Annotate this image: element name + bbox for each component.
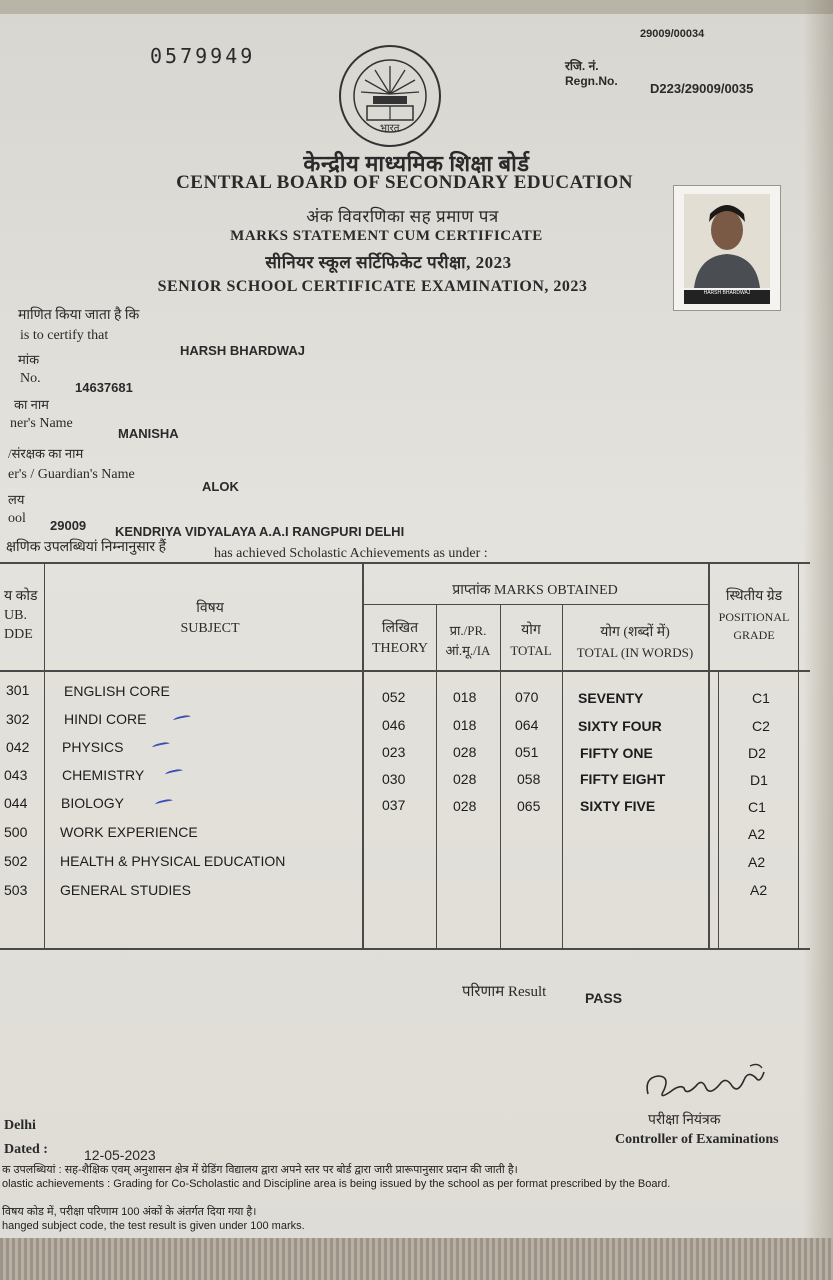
- row-subject: PHYSICS: [62, 739, 124, 755]
- scan-top-shadow: [0, 0, 833, 14]
- row-theory: 037: [382, 797, 406, 813]
- father-label-en: er's / Guardian's Name: [8, 467, 135, 482]
- row-code: 042: [6, 739, 30, 755]
- scan-bottom-band: [0, 1238, 833, 1280]
- row-subject: HINDI CORE: [64, 711, 147, 727]
- certify-label-hi: माणित किया जाता है कि: [18, 308, 140, 323]
- row-grade: C1: [748, 799, 766, 815]
- footnote-2-hi: विषय कोड में, परीक्षा परिणाम 100 अंकों के अंतर्गत दिया गया है।: [2, 1206, 257, 1218]
- student-photo: [673, 185, 781, 311]
- row-subject: HEALTH & PHYSICAL EDUCATION: [60, 853, 286, 869]
- row-total: 065: [517, 798, 541, 814]
- row-code: 044: [4, 795, 28, 811]
- ia-header-en: आं.मू./IA: [445, 643, 491, 658]
- result-label-en: Result: [508, 984, 547, 1000]
- regn-label-en: Regn.No.: [565, 74, 618, 88]
- row-grade: D2: [748, 745, 766, 761]
- row-ia: 028: [453, 771, 477, 787]
- ia-header-hi: प्रा./PR.: [449, 623, 487, 638]
- row-grade: C1: [752, 690, 770, 706]
- grade-header-en-1: POSITIONAL: [718, 610, 790, 624]
- table-bottom-border: [0, 948, 810, 950]
- mother-name: MANISHA: [118, 426, 179, 441]
- row-code: 302: [6, 711, 30, 727]
- photo-caption: HARSH BHARDWAJ: [684, 290, 770, 304]
- header-bottom-border: [0, 670, 810, 672]
- row-total: 051: [515, 744, 539, 760]
- row-theory: 030: [382, 771, 406, 787]
- row-theory: 046: [382, 717, 406, 733]
- row-subject: ENGLISH CORE: [64, 683, 170, 699]
- controller-title-hi: परीक्षा नियंत्रक: [648, 1113, 721, 1128]
- footnote-2-en: hanged subject code, the test result is given under 100 marks.: [2, 1220, 305, 1232]
- achievement-label-en: has achieved Scholastic Achievements as under :: [214, 546, 488, 561]
- row-total: 064: [515, 717, 539, 733]
- col-inner-grade: [718, 672, 719, 948]
- row-ia: 018: [453, 717, 477, 733]
- father-name: ALOK: [202, 479, 239, 494]
- row-words: FIFTY EIGHT: [580, 771, 666, 787]
- father-label-hi: /संरक्षक का नाम: [8, 446, 84, 461]
- row-theory: 052: [382, 689, 406, 705]
- row-total: 058: [517, 771, 541, 787]
- footnote-1-en: olastic achievements : Grading for Co-Scholastic and Discipline area is being issued by the school as per format prescribed by the Board.: [2, 1178, 671, 1190]
- row-code: 043: [4, 767, 28, 783]
- serial-number: 0579949: [150, 44, 256, 68]
- row-grade: A2: [748, 854, 766, 870]
- row-subject: GENERAL STUDIES: [60, 882, 191, 898]
- row-grade: A2: [748, 826, 766, 842]
- row-ia: 028: [453, 744, 477, 760]
- result-label-hi: परिणाम: [462, 984, 505, 1000]
- grade-header-hi: स्थितीय ग्रेड: [725, 589, 783, 604]
- marks-header-hi: प्राप्तांक: [452, 583, 491, 598]
- row-grade: A2: [750, 882, 768, 898]
- words-header-hi: योग (शब्दों में): [600, 625, 670, 640]
- mother-label-hi: का नाम: [14, 397, 49, 412]
- row-theory: 023: [382, 744, 406, 760]
- school-label-hi: लय: [8, 492, 25, 507]
- controller-title-en: Controller of Examinations: [615, 1132, 779, 1147]
- statement-title-hi: अंक विवरणिका सह प्रमाण पत्र: [306, 207, 499, 226]
- controller-signature: [640, 1058, 780, 1108]
- issue-place: Delhi: [4, 1118, 36, 1133]
- dated-label: Dated :: [4, 1142, 48, 1157]
- row-words: SIXTY FOUR: [578, 718, 662, 734]
- roll-label-en: No.: [20, 371, 41, 386]
- board-name-hi: केन्द्रीय माध्यमिक शिक्षा बोर्ड: [303, 151, 530, 176]
- school-code: 29009: [50, 518, 87, 533]
- mother-label-en: ner's Name: [10, 416, 73, 431]
- row-total: 070: [515, 689, 539, 705]
- row-ia: 018: [453, 689, 477, 705]
- marks-header-divider: [362, 604, 708, 605]
- exam-title-hi: सीनियर स्कूल सर्टिफिकेट परीक्षा, 2023: [265, 253, 512, 272]
- student-name: HARSH BHARDWAJ: [180, 343, 305, 358]
- row-code: 502: [4, 853, 28, 869]
- regn-label-hi: रजि. नं.: [565, 59, 599, 73]
- school-name: KENDRIYA VIDYALAYA A.A.I RANGPURI DELHI: [115, 524, 405, 539]
- row-subject: CHEMISTRY: [62, 767, 145, 783]
- row-grade: C2: [752, 718, 770, 734]
- marks-header: [440, 582, 630, 600]
- grade-header-en-2: GRADE: [733, 628, 775, 642]
- marks-header-en: MARKS OBTAINED: [494, 583, 618, 598]
- row-subject: BIOLOGY: [61, 795, 125, 811]
- logo-caption: भारत: [380, 123, 400, 134]
- issue-date: 12-05-2023: [84, 1147, 156, 1163]
- row-code: 500: [4, 824, 28, 840]
- roll-number: 14637681: [75, 380, 133, 395]
- code-header-2: UB.: [4, 608, 27, 623]
- student-portrait: [684, 194, 770, 288]
- code-header-3: DDE: [4, 627, 33, 642]
- code-header-1: य कोड: [4, 589, 38, 604]
- result-value: PASS: [585, 990, 623, 1006]
- row-code: 301: [6, 682, 30, 698]
- row-grade: D1: [750, 772, 768, 788]
- row-words: SEVENTY: [578, 690, 644, 706]
- roll-label-hi: मांक: [18, 352, 40, 367]
- result-label: [462, 981, 546, 1001]
- footnote-1-hi: क उपलब्धियां : सह-शैक्षिक एवम् अनुशासन क्षेत्र में ग्रेडिंग विद्यालय द्वारा अपने स्तर पर बोर्ड द्वारा जारी प्रारूपानुसार प्रदान की जाती है।: [2, 1164, 518, 1176]
- statement-title-en: MARKS STATEMENT CUM CERTIFICATE: [230, 228, 543, 244]
- subject-header-hi: विषय: [196, 601, 224, 616]
- row-code: 503: [4, 882, 28, 898]
- regn-number: D223/29009/0035: [650, 81, 754, 96]
- theory-header-en: THEORY: [372, 641, 428, 656]
- corner-code: 29009/00034: [640, 28, 705, 40]
- total-header-en: TOTAL: [510, 643, 552, 658]
- exam-title-en: SENIOR SCHOOL CERTIFICATE EXAMINATION, 2023: [157, 278, 588, 295]
- row-words: FIFTY ONE: [580, 745, 653, 761]
- subject-header-en: SUBJECT: [180, 621, 240, 636]
- theory-header-hi: लिखित: [381, 621, 419, 636]
- school-label-en: ool: [8, 511, 26, 526]
- table-top-border: [0, 562, 810, 564]
- col-divider-code: [44, 563, 45, 949]
- certify-label-en: is to certify that: [20, 328, 109, 343]
- row-ia: 028: [453, 798, 477, 814]
- row-subject: WORK EXPERIENCE: [60, 824, 198, 840]
- words-header-en: TOTAL (IN WORDS): [576, 645, 694, 660]
- board-name-en: CENTRAL BOARD OF SECONDARY EDUCATION: [176, 172, 633, 193]
- achievement-label-hi: क्षणिक उपलब्धियां निम्नानुसार हैं: [6, 540, 167, 555]
- row-words: SIXTY FIVE: [580, 798, 656, 814]
- total-header-hi: योग: [521, 623, 541, 638]
